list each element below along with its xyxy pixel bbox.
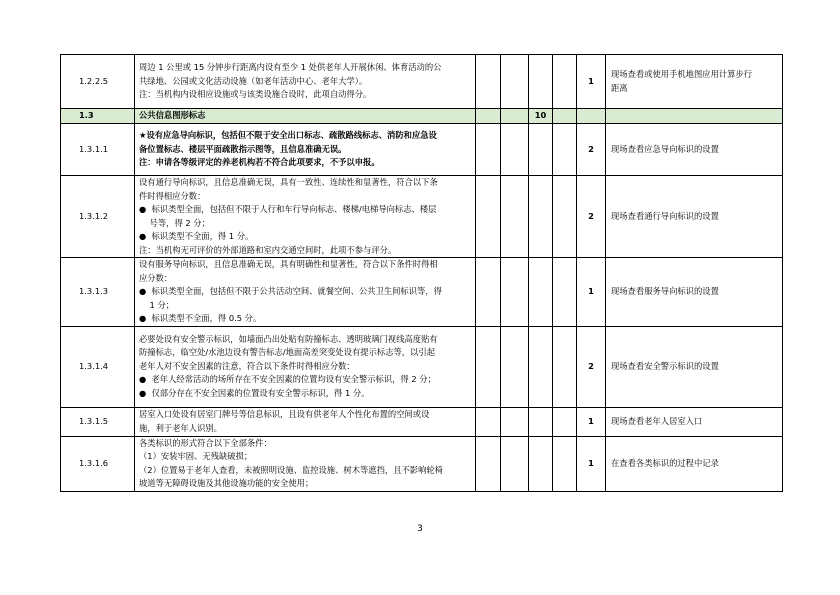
table-row — [61, 124, 783, 176]
item-code: 1.3.1.4 — [61, 326, 135, 407]
content-line: ● 老年人经常活动的场所存在不安全因素的位置均设有安全警示标识，得 2 分； — [139, 374, 436, 385]
content-line: 各类标识的形式符合以下全部条件： — [139, 437, 272, 448]
item-content — [135, 258, 476, 327]
evaluation-method — [606, 258, 783, 327]
evaluation-method — [606, 407, 783, 436]
empty-cell — [501, 436, 529, 491]
item-code: 1.3.1.6 — [61, 436, 135, 491]
empty-cell — [501, 176, 529, 258]
empty-cell — [501, 55, 529, 109]
content-line: 设有通行导向标识，且信息准确无误，具有一致性、连续性和显著性，符合以下条 — [139, 177, 438, 187]
evaluation-method — [606, 176, 783, 258]
empty-cell — [501, 407, 529, 436]
empty-cell — [553, 109, 577, 124]
method-line: 现场查看或使用手机地图应用计算步行 — [611, 69, 753, 79]
table-row — [61, 176, 783, 258]
total-score — [529, 55, 553, 109]
evaluation-method — [606, 436, 783, 491]
item-score: 1 — [577, 55, 606, 109]
table-row — [61, 258, 783, 327]
table-row — [61, 407, 783, 436]
content-line: 1 分； — [139, 299, 175, 310]
empty-cell — [476, 109, 501, 124]
empty-cell — [476, 436, 501, 491]
empty-cell — [476, 55, 501, 109]
content-line: 备位置标志、楼层平面疏散指示图等，且信息准确无误。 — [139, 143, 347, 154]
content-line: ● 标识类型不全面，得 1 分。 — [139, 231, 254, 241]
empty-cell — [553, 124, 577, 176]
content-line: 防撞标志，临空处/水池边设有警告标志/地面高差突变处设有提示标志等，以引起 — [139, 347, 435, 358]
content-line: ● 标识类型全面，包括但不限于人行和车行导向标志、楼梯/电梯导向标志、楼层 — [139, 204, 437, 214]
empty-cell — [476, 326, 501, 407]
content-line: 号等，得 2 分； — [139, 217, 210, 228]
method-line: 现场查看老年人居室入口 — [611, 415, 703, 426]
method-line: 距离 — [611, 82, 628, 93]
content-line: 件时得相应分数： — [139, 190, 206, 201]
empty-cell — [553, 55, 577, 109]
section-row — [61, 109, 783, 124]
content-line: （2）位置易于老年人查看，未被照明设施、监控设施、树木等遮挡，且不影响轮椅 — [139, 464, 443, 475]
content-line: ★设有应急导向标识，包括但不限于安全出口标志、疏散路线标志、消防和应急设 — [139, 130, 437, 141]
content-line: 施，利于老年人识别。 — [139, 422, 222, 433]
content-line: ● 仅部分存在不安全因素的位置设有安全警示标识，得 1 分。 — [139, 387, 370, 398]
content-line: 应分数： — [139, 272, 173, 283]
item-content — [135, 436, 476, 491]
content-line: 老年人对不安全因素的注意，符合以下条件时得相应分数： — [139, 360, 355, 371]
method-line: 现场查看通行导向标识的设置 — [611, 210, 719, 221]
empty-cell — [501, 124, 529, 176]
total-score: 10 — [529, 109, 553, 124]
table-row — [61, 436, 783, 491]
method-line: 现场查看安全警示标识的设置 — [611, 360, 719, 371]
evaluation-method — [606, 326, 783, 407]
content-line: ● 标识类型不全面，得 0.5 分。 — [139, 313, 262, 323]
content-line: 公共信息图形标志 — [139, 110, 206, 121]
item-score: 1 — [577, 258, 606, 327]
total-score — [529, 407, 553, 436]
content-line: 注：当机构无可评价的外部道路和室内交通空间时，此项不参与评分。 — [139, 244, 397, 255]
total-score — [529, 326, 553, 407]
item-code: 1.3 — [61, 109, 135, 124]
item-content — [135, 109, 476, 124]
item-code: 1.3.1.5 — [61, 407, 135, 436]
item-score — [577, 109, 606, 124]
page-number: 3 — [417, 524, 423, 534]
content-line: 注：申请各等级评定的养老机构若不符合此项要求，不予以申报。 — [139, 157, 380, 168]
empty-cell — [501, 258, 529, 327]
total-score — [529, 258, 553, 327]
method-line: 在查看各类标识的过程中记录 — [611, 457, 719, 468]
content-line: 坡道等无障碍设施及其他设施功能的安全使用； — [139, 478, 314, 488]
item-content — [135, 326, 476, 407]
total-score — [529, 176, 553, 258]
method-line: 现场查看服务导向标识的设置 — [611, 286, 719, 296]
empty-cell — [553, 176, 577, 258]
evaluation-method — [606, 55, 783, 109]
item-score: 1 — [577, 407, 606, 436]
item-score: 2 — [577, 326, 606, 407]
item-code: 1.3.1.2 — [61, 176, 135, 258]
content-line: 周边 1 公里或 15 分钟步行距离内设有至少 1 处供老年人开展休闲、体育活动的公 — [139, 62, 442, 73]
item-code: 1.3.1.1 — [61, 124, 135, 176]
evaluation-method — [606, 109, 783, 124]
empty-cell — [476, 407, 501, 436]
table-row — [61, 55, 783, 109]
item-score: 2 — [577, 124, 606, 176]
empty-cell — [553, 407, 577, 436]
item-code: 1.3.1.3 — [61, 258, 135, 327]
item-code: 1.2.2.5 — [61, 55, 135, 109]
empty-cell — [553, 326, 577, 407]
item-content — [135, 55, 476, 109]
empty-cell — [501, 326, 529, 407]
item-score: 1 — [577, 436, 606, 491]
table-row — [61, 326, 783, 407]
empty-cell — [476, 258, 501, 327]
item-content — [135, 407, 476, 436]
empty-cell — [553, 258, 577, 327]
content-line: 居室入口处设有居室门牌号等信息标识，且设有供老年人个性化布置的空间或设 — [139, 409, 430, 419]
empty-cell — [476, 176, 501, 258]
content-line: （1）安装牢固、无残缺破损； — [139, 451, 253, 461]
content-line: 共绿地、公园或文化活动设施（如老年活动中心、老年大学）。 — [139, 75, 368, 86]
content-line: ● 标识类型全面，包括但不限于公共活动空间、就餐空间、公共卫生间标识等，得 — [139, 286, 442, 296]
total-score — [529, 124, 553, 176]
criteria-table-body — [61, 55, 783, 492]
method-line: 现场查看应急导向标识的设置 — [611, 143, 719, 154]
content-line: 设有服务导向标识，且信息准确无误，具有明确性和显著性，符合以下条件时得相 — [139, 259, 438, 269]
item-content — [135, 176, 476, 258]
item-content — [135, 124, 476, 176]
item-score: 2 — [577, 176, 606, 258]
content-line: 注：当机构内设相应设施或与该类设施合设时，此项自动得分。 — [139, 89, 372, 100]
content-line: 必要处设有安全警示标识，如墙面凸出处贴有防撞标志、透明玻璃门视线高度贴有 — [139, 333, 438, 344]
empty-cell — [476, 124, 501, 176]
criteria-table — [60, 54, 783, 492]
evaluation-method — [606, 124, 783, 176]
total-score — [529, 436, 553, 491]
empty-cell — [501, 109, 529, 124]
empty-cell — [553, 436, 577, 491]
